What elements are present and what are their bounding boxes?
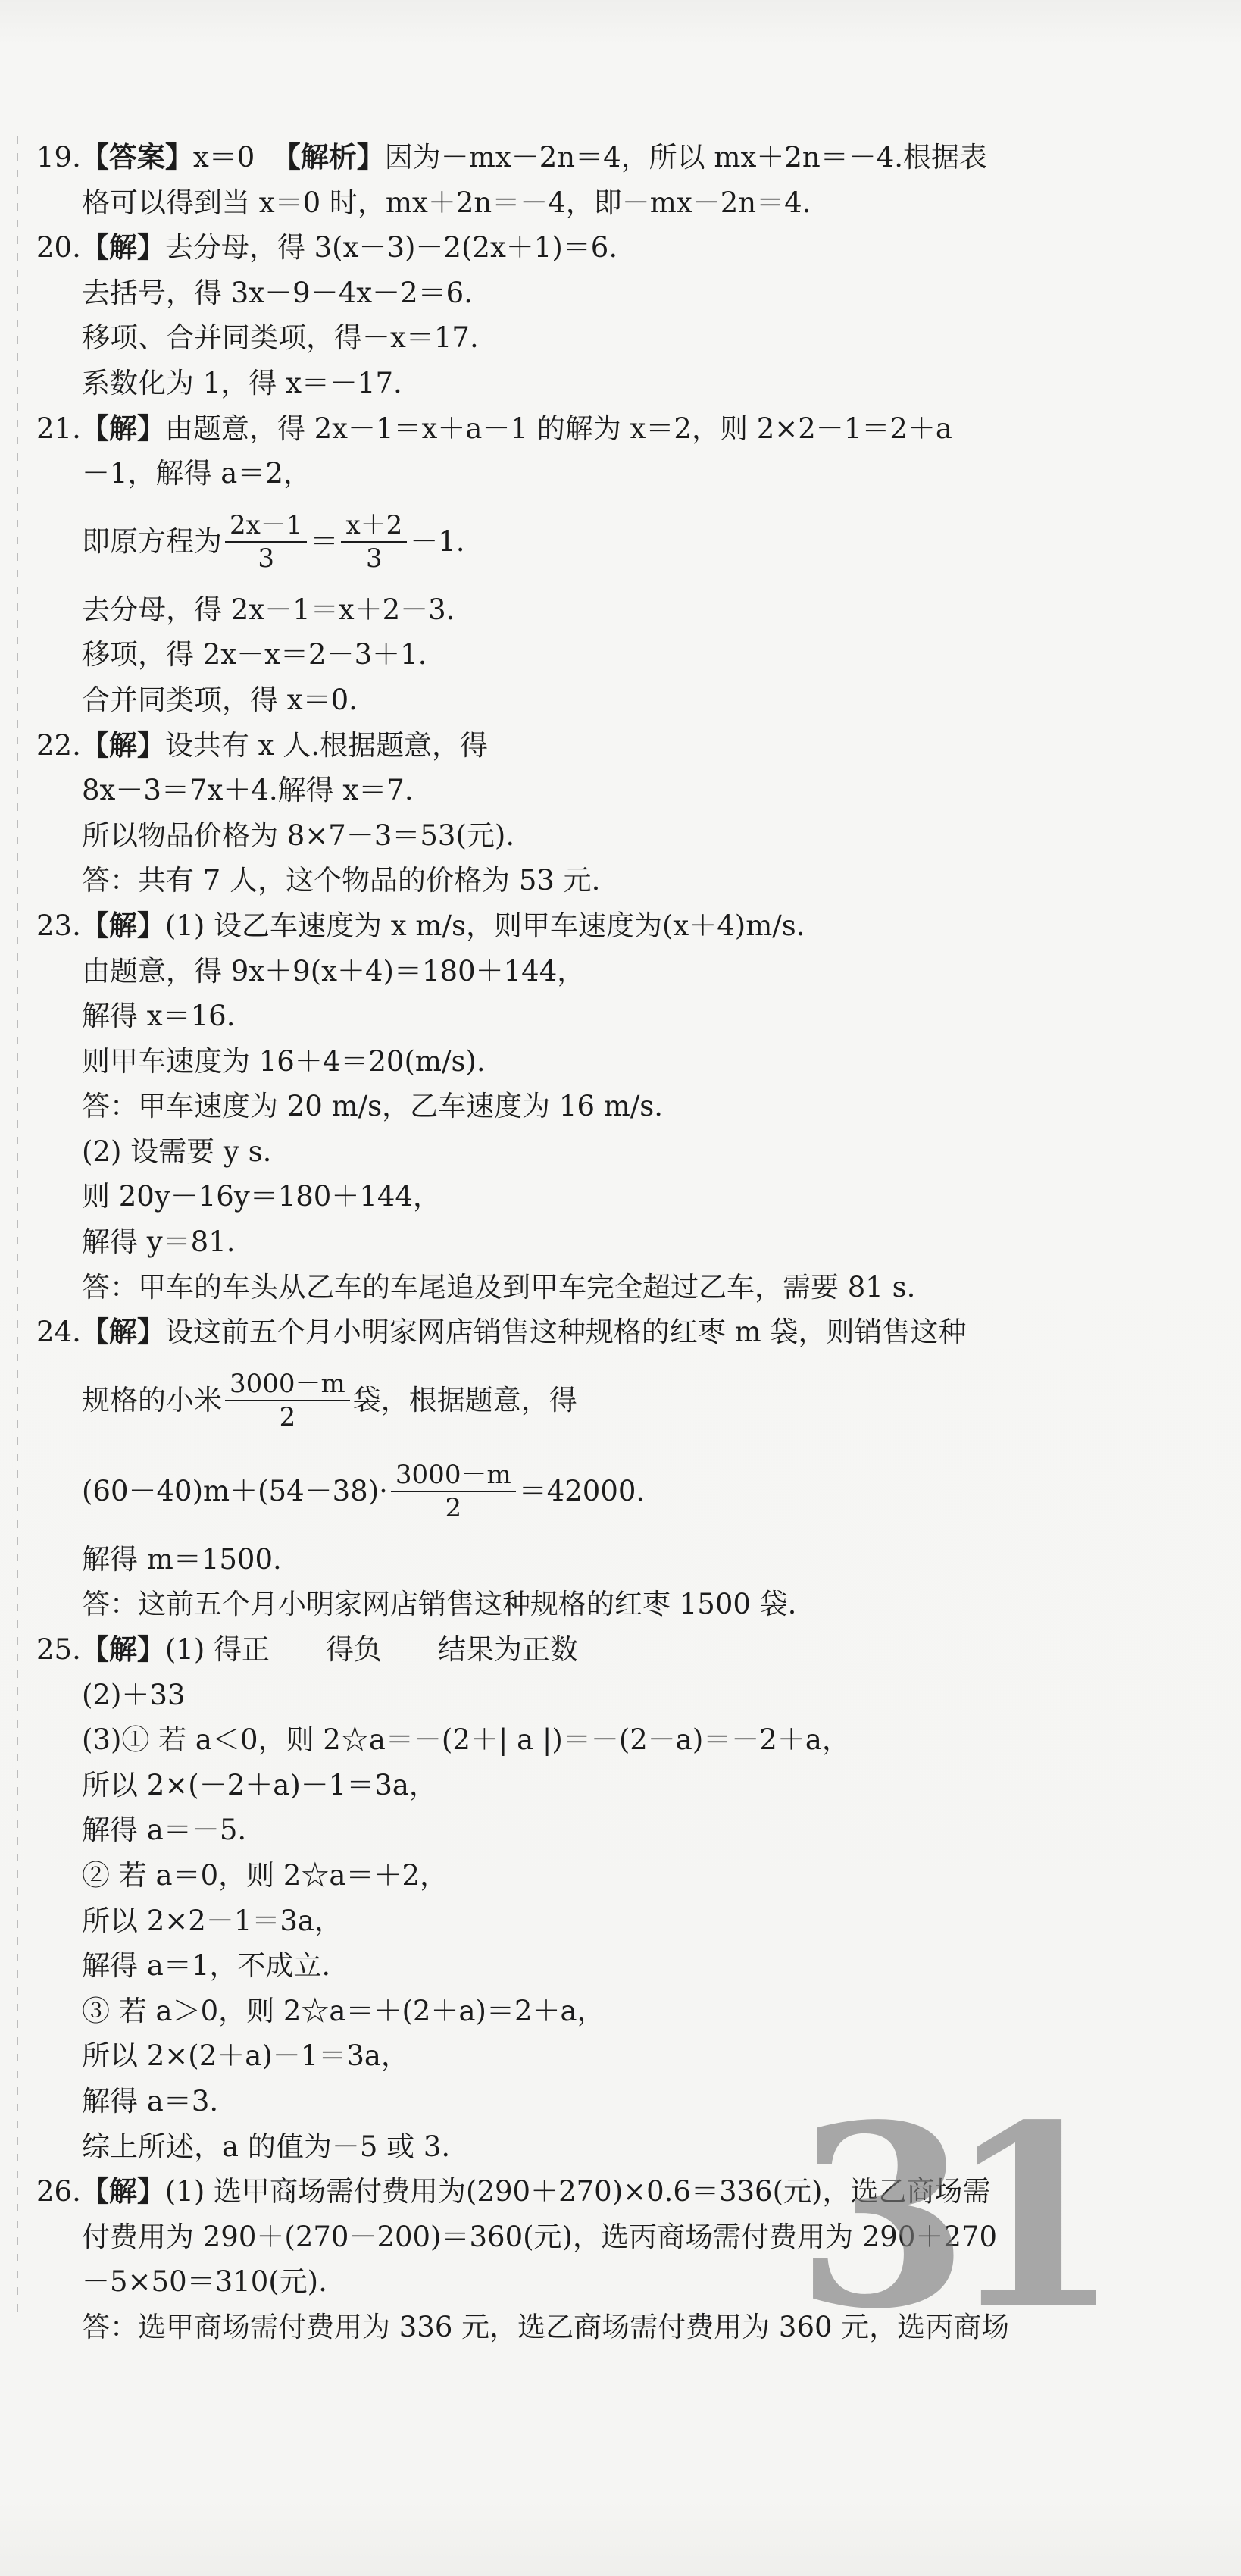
fraction-numerator: 2x－1 (225, 509, 307, 543)
line-text: 答：甲车速度为 20 m/s，乙车速度为 16 m/s. (82, 1090, 664, 1123)
fraction (225, 509, 307, 574)
line-text: (2)＋33 (82, 1678, 186, 1711)
line-text: 所以物品价格为 8×7－3＝53(元). (82, 818, 515, 852)
line-text: 所以 2×2－1＝3a， (82, 1904, 342, 1937)
line-text: 答：甲车的车头从乙车的车尾追及到甲车完全超过乙车，需要 81 s. (82, 1270, 916, 1304)
solution-tag: 【解】 (80, 1633, 165, 1667)
line-text: 答：共有 7 人，这个物品的价格为 53 元. (82, 864, 601, 897)
equation-line (36, 1355, 1044, 1446)
answer-value: x＝0 (192, 141, 255, 174)
fraction-denominator: 2 (279, 1401, 296, 1432)
line-text: －1，解得 a＝2， (82, 457, 311, 490)
line-text: 移项，得 2x－x＝2－3＋1. (82, 638, 427, 671)
line-text: (1) 得正 得负 结果为正数 (164, 1633, 579, 1667)
line-text: 所以 2×(－2＋a)－1＝3a， (82, 1768, 437, 1801)
fraction-numerator: 3000－m (391, 1459, 516, 1492)
analysis-tag: 【解析】 (272, 141, 385, 174)
question-number: 20. (36, 231, 81, 264)
equals-sign: ＝ (310, 524, 339, 558)
question-19 (36, 135, 1044, 225)
line-text: 去分母，得 3(x－3)－2(2x＋1)＝6. (164, 231, 618, 264)
equation-line (36, 1446, 1044, 1537)
equation-line (36, 496, 1044, 587)
question-23 (36, 903, 1044, 1310)
line-text: 付费用为 290＋(270－200)＝360(元)，选丙商场需付费用为 290＋270 (82, 2220, 997, 2253)
line-text: －5×50＝310(元). (82, 2265, 327, 2299)
page-number: 31 (796, 2070, 1099, 2364)
line-text: 答：选甲商场需付费用为 336 元，选乙商场需付费用为 360 元，选丙商场 (82, 2310, 1010, 2343)
line-text: 由题意，得 2x－1＝x＋a－1 的解为 x＝2，则 2×2－1＝2＋a (164, 412, 952, 445)
line-text: (2) 设需要 y s. (82, 1135, 272, 1168)
solution-tag: 【解】 (80, 231, 165, 264)
solution-tag: 【解】 (80, 412, 165, 445)
fraction (391, 1459, 516, 1524)
line-text: 则甲车速度为 16＋4＝20(m/s). (82, 1044, 486, 1078)
solution-tag: 【解】 (80, 728, 165, 762)
binding-margin-line (17, 136, 18, 2319)
question-number: 19. (36, 141, 81, 174)
line-text: 综上所述，a 的值为－5 或 3. (82, 2130, 451, 2163)
fraction (225, 1368, 350, 1433)
line-text: 规格的小米 (82, 1384, 222, 1417)
line-text: ＝42000. (518, 1475, 646, 1508)
line-text: ③ 若 a＞0，则 2☆a＝＋(2＋a)＝2＋a， (82, 1994, 605, 2027)
fraction-numerator: 3000－m (225, 1368, 350, 1401)
line-text: 系数化为 1，得 x＝－17. (82, 366, 402, 399)
line-text: 答：这前五个月小明家网店销售这种规格的红枣 1500 袋. (82, 1588, 797, 1621)
line-text: 解得 x＝16. (82, 1000, 236, 1033)
fraction-denominator: 3 (366, 543, 383, 574)
line-text: 移项、合并同类项，得－x＝17. (82, 321, 479, 355)
fraction (341, 509, 407, 574)
question-21 (36, 406, 1044, 723)
line-text: (1) 设乙车速度为 x m/s，则甲车速度为(x＋4)m/s. (164, 909, 805, 942)
line-text: 去括号，得 3x－9－4x－2＝6. (82, 276, 473, 309)
question-number: 21. (36, 412, 81, 445)
fraction-denominator: 3 (258, 543, 275, 574)
fraction-numerator: x＋2 (341, 509, 407, 543)
line-text: 袋，根据题意，得 (352, 1384, 577, 1417)
line-text: 所以 2×(2＋a)－1＝3a， (82, 2039, 409, 2073)
line-text: 解得 y＝81. (82, 1225, 236, 1259)
question-number: 22. (36, 728, 81, 762)
line-text: ② 若 a＝0，则 2☆a＝＋2， (82, 1859, 449, 1892)
line-text: (60－40)m＋(54－38)· (82, 1475, 388, 1508)
solution-tag: 【解】 (80, 2175, 165, 2208)
line-text: (1) 选甲商场需付费用为(290＋270)×0.6＝336(元)，选乙商场需 (164, 2175, 991, 2208)
solution-tag: 【解】 (80, 909, 165, 942)
line-text: 解得 a＝3. (82, 2084, 219, 2117)
question-22 (36, 723, 1044, 903)
line-text: 设共有 x 人.根据题意，得 (164, 728, 488, 762)
line-text: 因为－mx－2n＝4，所以 mx＋2n＝－4.根据表 (384, 141, 988, 174)
line-text: 解得 a＝1，不成立. (82, 1949, 331, 1983)
question-20 (36, 225, 1044, 405)
question-number: 24. (36, 1316, 81, 1349)
answer-content (36, 135, 1044, 2350)
question-number: 23. (36, 909, 81, 942)
solution-tag: 【解】 (80, 1316, 165, 1349)
line-text: (3)① 若 a＜0，则 2☆a＝－(2＋| a |)＝－(2－a)＝－2＋a， (82, 1723, 850, 1757)
question-number: 25. (36, 1633, 81, 1667)
question-24 (36, 1310, 1044, 1627)
line-text: 则 20y－16y＝180＋144， (82, 1180, 441, 1213)
line-text: 格可以得到当 x＝0 时，mx＋2n＝－4，即－mx－2n＝4. (82, 186, 811, 219)
line-text: 8x－3＝7x＋4.解得 x＝7. (82, 774, 414, 807)
equation-prefix: 即原方程为 (82, 524, 222, 558)
answer-tag: 【答案】 (80, 141, 193, 174)
line-text: 由题意，得 9x＋9(x＋4)＝180＋144， (82, 954, 586, 988)
fraction-denominator: 2 (445, 1492, 462, 1523)
line-text: 合并同类项，得 x＝0. (82, 683, 358, 716)
line-text: 解得 m＝1500. (82, 1542, 282, 1576)
equation-suffix: －1. (410, 524, 465, 558)
line-text: 设这前五个月小明家网店销售这种规格的红枣 m 袋，则销售这种 (164, 1316, 967, 1349)
question-number: 26. (36, 2175, 81, 2208)
line-text: 解得 a＝－5. (82, 1814, 247, 1847)
line-text: 去分母，得 2x－1＝x＋2－3. (82, 593, 455, 626)
